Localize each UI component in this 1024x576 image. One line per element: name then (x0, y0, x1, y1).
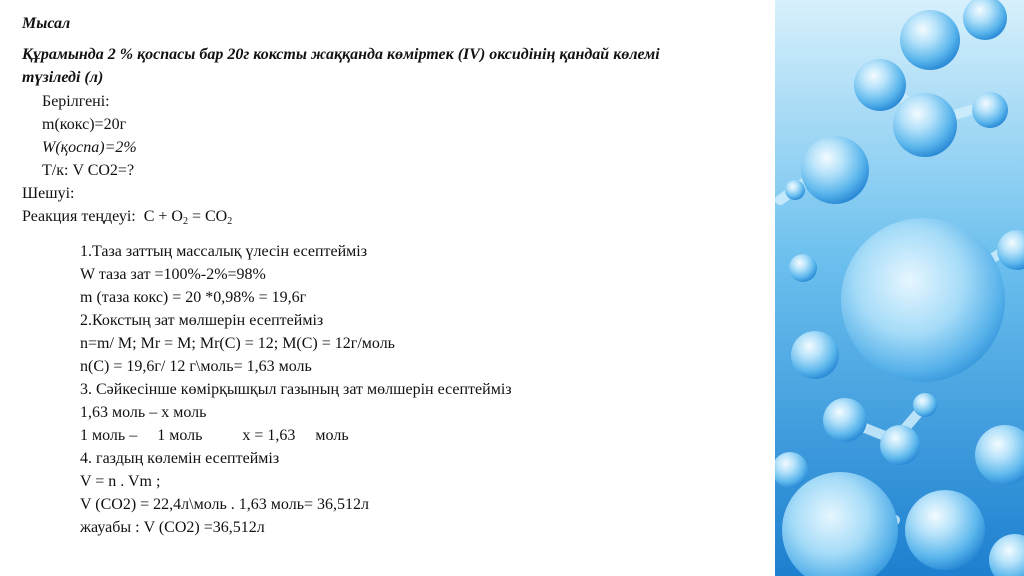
step-line: 1,63 моль – x моль (80, 404, 207, 421)
given-impurity: W(қоспа)=2% (42, 139, 137, 156)
step-line: 3. Сәйкесінше көмірқышқыл газының зат мөлшерін есептейміз (80, 381, 512, 398)
step-line: n(C) = 19,6г/ 12 г\моль= 1,63 моль (80, 358, 312, 375)
given-label: Берілгені: (42, 93, 110, 110)
find-statement: Т/к: V CO2=? (42, 162, 135, 179)
step-line: V = n . Vm ; (80, 473, 161, 490)
reaction-label: Реакция теңдеуі: (22, 208, 136, 225)
given-mass: m(кокс)=20г (42, 116, 127, 133)
reaction-lhs: C + O (143, 208, 183, 225)
solution-label: Шешуі: (22, 185, 75, 202)
problem-text-line-1: Құрамында 2 % қоспасы бар 20г коксты жаққанда көміртек (IV) оксидінің қандай көлемі (22, 46, 660, 63)
step-line: V (CO2) = 22,4л\моль . 1,63 моль= 36,512л (80, 496, 369, 513)
reaction-subscript-co2: 2 (227, 216, 233, 227)
answer-line: жауабы : V (CO2) =36,512л (80, 519, 265, 536)
step-line: W таза зат =100%-2%=98% (80, 266, 266, 283)
molecule-illustration (775, 0, 1024, 576)
step-line: m (таза кокс) = 20 *0,98% = 19,6г (80, 289, 307, 306)
molecule-decoration-panel (775, 0, 1024, 576)
reaction-subscript-o2: 2 (182, 216, 188, 227)
problem-text-line-2: түзіледі (л) (22, 69, 104, 86)
reaction-rhs: = CO (187, 208, 228, 225)
step-line: 1 моль – 1 моль x = 1,63 моль (80, 427, 349, 444)
reaction-equation (22, 207, 232, 227)
step-line: 2.Кокстың зат мөлшерін есептейміз (80, 312, 324, 329)
example-heading: Мысал (22, 15, 71, 32)
step-line: n=m/ M; Mr = M; Mr(C) = 12; M(C) = 12г/моль (80, 335, 395, 352)
step-line: 1.Таза заттың массалық үлесін есептейміз (80, 243, 368, 260)
step-line: 4. газдың көлемін есептейміз (80, 450, 280, 467)
